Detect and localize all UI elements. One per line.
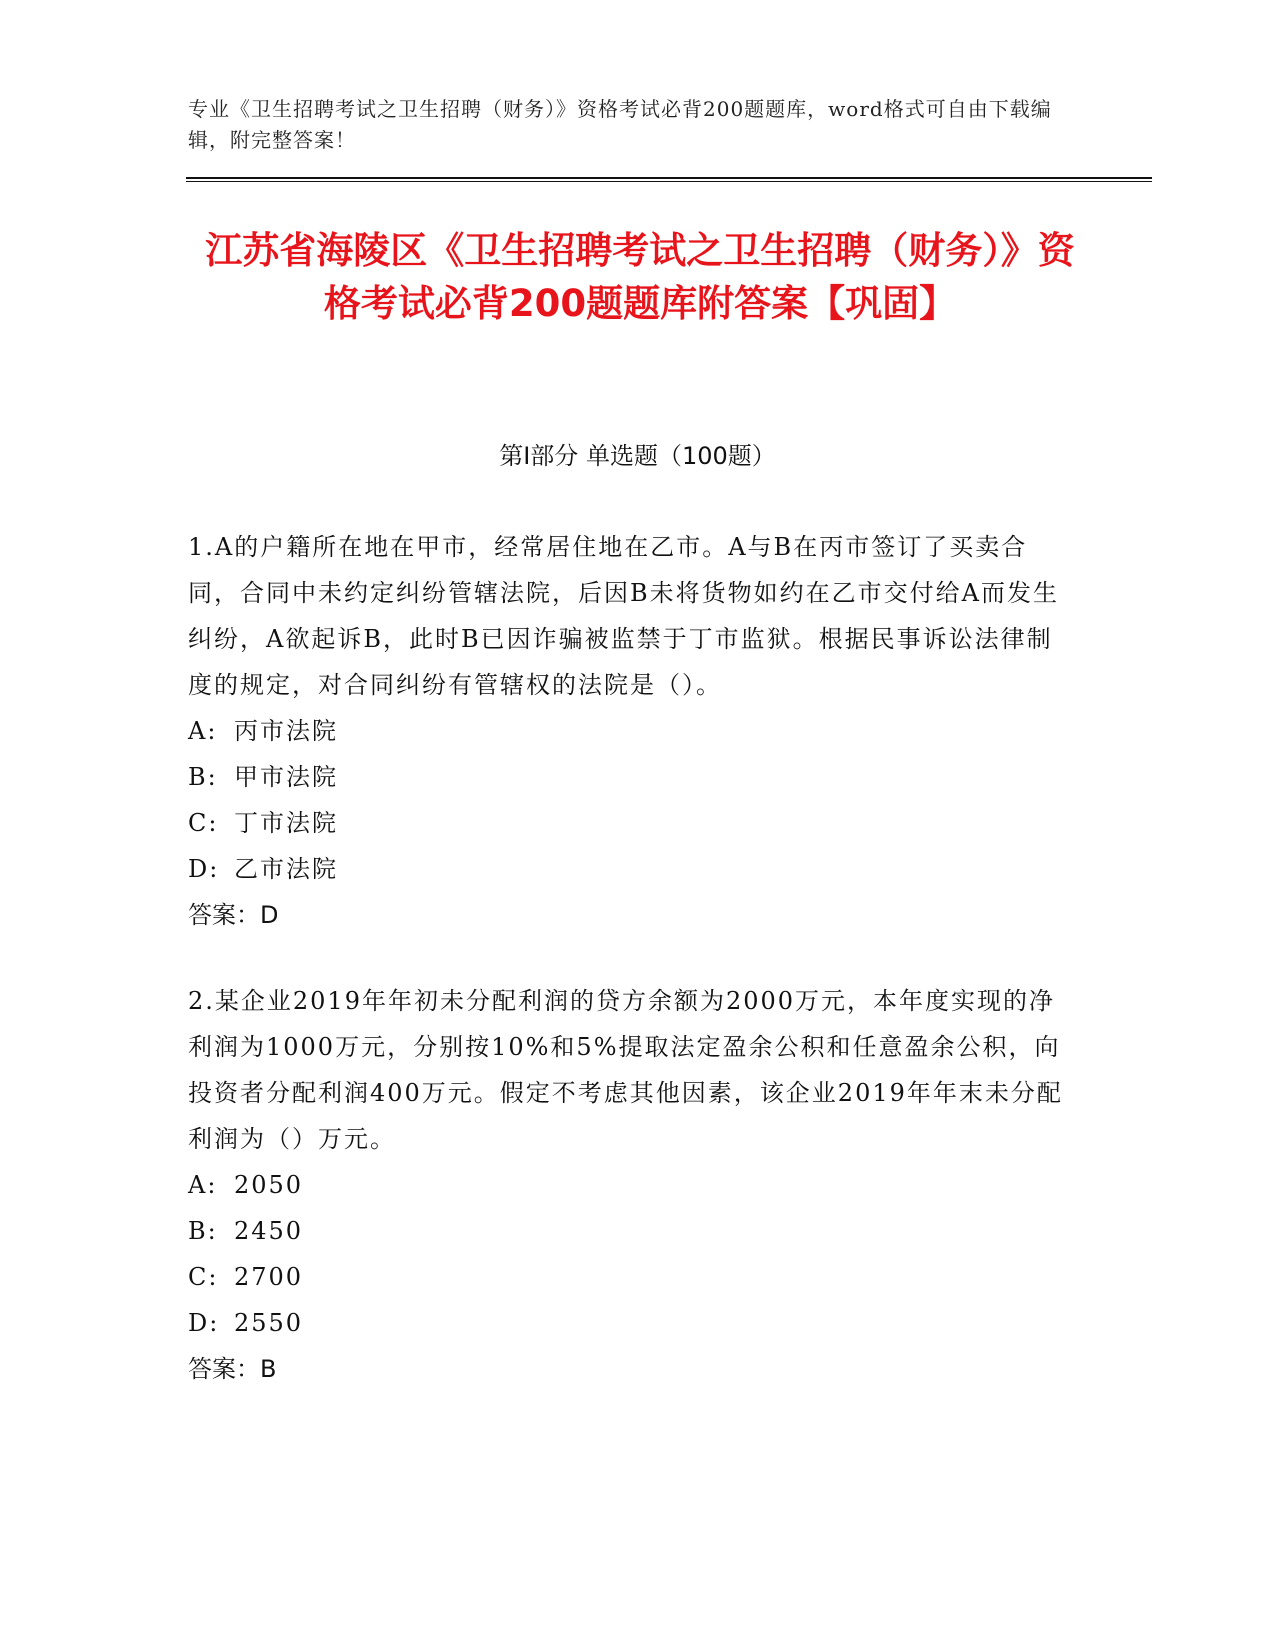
answer-line: 答案：D (188, 901, 279, 929)
header-divider-thin (186, 181, 1152, 182)
header-note: 专业《卫生招聘考试之卫生招聘（财务）》资格考试必背200题题库，word格式可自由下载编辑，附完整答案！ (188, 97, 1052, 152)
option-text: 甲市法院 (234, 763, 338, 791)
option-c (188, 800, 1068, 846)
option-letter: C: (188, 1263, 219, 1291)
option-b (188, 754, 1068, 800)
option-letter: A: (188, 1171, 218, 1199)
option-text: 2050 (234, 1171, 304, 1199)
option-a (188, 708, 1068, 754)
option-text: 乙市法院 (234, 855, 338, 883)
option-letter: C: (188, 809, 219, 837)
option-d (188, 846, 1068, 892)
option-a (188, 1162, 1068, 1208)
option-letter: A: (188, 717, 218, 745)
question-1 (188, 524, 1068, 938)
option-text: 丁市法院 (234, 809, 338, 837)
question-stem: 2.某企业2019年年初未分配利润的贷方余额为2000万元，本年度实现的净利润为1000万元，分别按10%和5%提取法定盈余公积和任意盈余公积，向投资者分配利润400万元。假定不考虑其他因素，该企业2019年年末未分配利润为（）万元。 (188, 987, 1063, 1153)
option-text: 2700 (234, 1263, 304, 1291)
answer-line: 答案：B (188, 1355, 277, 1383)
question-stem: 1.A的户籍所在地在甲市，经常居住地在乙市。A与B在丙市签订了买卖合同，合同中未约定纠纷管辖法院，后因B未将货物如约在乙市交付给A而发生纠纷，A欲起诉B，此时B已因诈骗被监禁于丁市监狱。根据民事诉讼法律制度的规定，对合同纠纷有管辖权的法院是（）。 (188, 533, 1059, 699)
option-letter: B: (188, 763, 218, 791)
header-divider-thick (186, 177, 1152, 179)
option-d (188, 1300, 1068, 1346)
option-c (188, 1254, 1068, 1300)
option-text: 丙市法院 (234, 717, 338, 745)
option-b (188, 1208, 1068, 1254)
option-letter: D: (188, 1309, 220, 1337)
question-2 (188, 978, 1068, 1392)
option-text: 2550 (234, 1309, 304, 1337)
option-letter: D: (188, 855, 220, 883)
option-text: 2450 (234, 1217, 304, 1245)
option-letter: B: (188, 1217, 218, 1245)
document-title: 江苏省海陵区《卫生招聘考试之卫生招聘（财务）》资格考试必背200题题库附答案【巩固】 (205, 229, 1075, 325)
section-heading: 第I部分 单选题（100题） (499, 442, 776, 470)
